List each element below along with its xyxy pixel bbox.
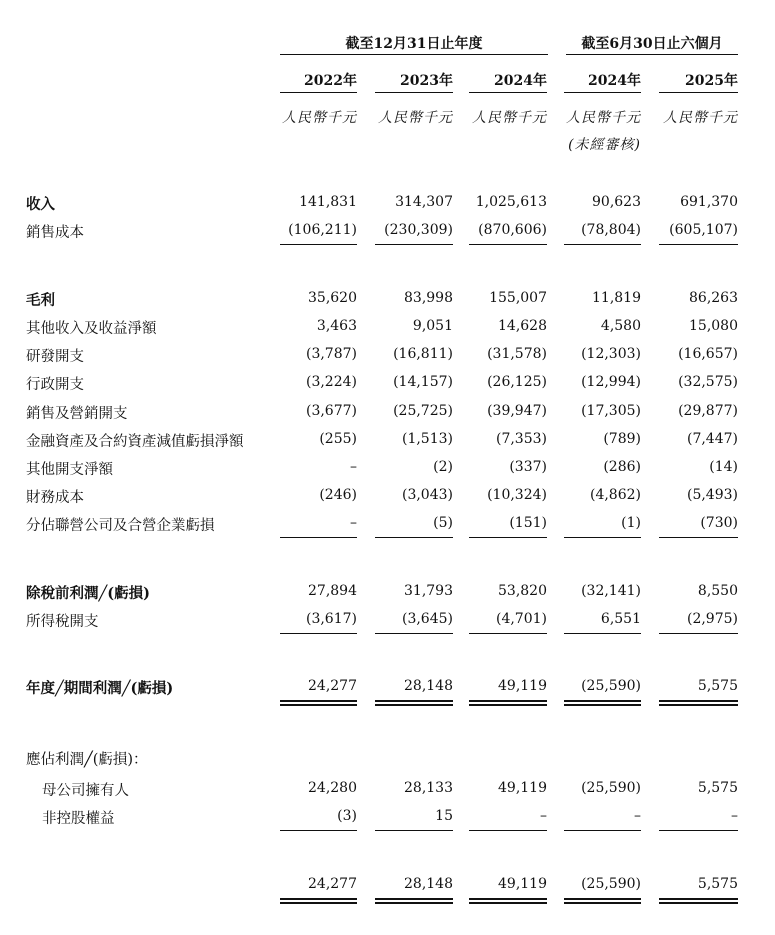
table-cell: (25,590) <box>581 780 641 796</box>
unit-label: 人民幣千元 <box>566 110 641 126</box>
table-cell: (25,590) <box>581 876 641 892</box>
total-double-rule <box>564 700 641 706</box>
table-cell: (14) <box>709 459 738 475</box>
table-cell: (14,157) <box>393 374 453 390</box>
year-header-rule <box>659 92 738 93</box>
subtotal-rule <box>659 537 738 538</box>
table-cell: 83,998 <box>404 290 453 306</box>
table-cell: 4,580 <box>600 318 641 334</box>
table-cell: (2,975) <box>686 611 738 627</box>
table-cell: 5,575 <box>697 780 738 796</box>
table-cell: 6,551 <box>600 611 641 627</box>
table-cell: 314,307 <box>395 194 453 210</box>
total-double-rule <box>469 700 547 706</box>
table-cell: (39,947) <box>487 403 547 419</box>
table-cell: (730) <box>700 515 738 531</box>
table-cell: (25,725) <box>393 403 453 419</box>
table-cell: 49,119 <box>498 678 547 694</box>
header-group-annual: 截至12月31日止年度 <box>345 36 483 52</box>
row-label: 收入 <box>26 196 55 213</box>
table-cell: (12,303) <box>581 346 641 362</box>
total-double-rule <box>280 700 357 706</box>
subtotal-rule <box>659 830 738 831</box>
subtotal-rule <box>469 633 547 634</box>
table-cell: (337) <box>509 459 547 475</box>
table-cell: (3,677) <box>305 403 357 419</box>
table-cell: (3,787) <box>305 346 357 362</box>
row-label: 行政開支 <box>26 377 84 393</box>
table-cell: 31,793 <box>404 583 453 599</box>
table-cell: 28,148 <box>404 678 453 694</box>
row-label: 財務成本 <box>26 490 84 506</box>
table-cell: (870,606) <box>478 222 547 238</box>
table-cell: (32,575) <box>678 374 738 390</box>
row-label: 其他開支淨額 <box>26 462 113 478</box>
row-label: 毛利 <box>26 292 55 309</box>
year-header: 2025年 <box>685 73 738 89</box>
table-cell: (16,657) <box>678 346 738 362</box>
table-cell: 90,623 <box>592 194 641 210</box>
table-cell: 5,575 <box>697 678 738 694</box>
table-cell: 14,628 <box>498 318 547 334</box>
table-cell: (106,211) <box>288 222 357 238</box>
table-cell: 24,280 <box>308 780 357 796</box>
table-cell: (1) <box>621 515 641 531</box>
row-label: 金融資產及合約資產減值虧損淨額 <box>26 434 244 450</box>
table-cell: 35,620 <box>308 290 357 306</box>
table-cell: (78,804) <box>581 222 641 238</box>
year-header: 2022年 <box>304 73 357 89</box>
subtotal-rule <box>375 244 453 245</box>
row-label: 所得稅開支 <box>26 614 99 630</box>
subtotal-rule <box>564 537 641 538</box>
header-group-interim: 截至6月30日止六個月 <box>581 36 723 52</box>
table-cell: 155,007 <box>489 290 547 306</box>
unit-label: 人民幣千元 <box>472 110 547 126</box>
row-label: 應佔利潤╱(虧損)： <box>26 752 148 768</box>
total-double-rule <box>659 898 738 904</box>
table-cell: 15,080 <box>689 318 738 334</box>
table-cell: (16,811) <box>393 346 453 362</box>
table-cell: 28,148 <box>404 876 453 892</box>
table-cell: 27,894 <box>308 583 357 599</box>
subtotal-rule <box>375 830 453 831</box>
table-cell: 141,831 <box>299 194 357 210</box>
row-label: 銷售及營銷開支 <box>26 406 128 422</box>
table-cell: (4,701) <box>495 611 547 627</box>
row-label: 其他收入及收益淨額 <box>26 321 157 337</box>
table-cell: 28,133 <box>404 780 453 796</box>
table-cell: (25,590) <box>581 678 641 694</box>
subtotal-rule <box>375 537 453 538</box>
table-cell: (3,645) <box>401 611 453 627</box>
table-cell: 24,277 <box>308 876 357 892</box>
year-header: 2023年 <box>400 73 453 89</box>
table-cell: – <box>731 808 738 824</box>
subtotal-rule <box>280 830 357 831</box>
table-cell: (3,043) <box>401 487 453 503</box>
row-label: 除稅前利潤╱(虧損) <box>26 585 150 602</box>
table-cell: (4,862) <box>589 487 641 503</box>
table-cell: (286) <box>603 459 641 475</box>
table-cell: (10,324) <box>487 487 547 503</box>
table-cell: (1,513) <box>401 431 453 447</box>
subtotal-rule <box>469 537 547 538</box>
table-cell: (255) <box>319 431 357 447</box>
table-cell: 11,819 <box>592 290 641 306</box>
row-label: 銷售成本 <box>26 225 84 241</box>
table-cell: (32,141) <box>581 583 641 599</box>
table-cell: (7,447) <box>686 431 738 447</box>
year-header: 2024年 <box>588 73 641 89</box>
row-label: 母公司擁有人 <box>42 783 129 799</box>
year-header-rule <box>375 92 453 93</box>
table-cell: 15 <box>435 808 453 824</box>
subtotal-rule <box>659 633 738 634</box>
unaudited-note: (未經審核) <box>568 137 641 153</box>
unit-label: 人民幣千元 <box>378 110 453 126</box>
unit-label: 人民幣千元 <box>282 110 357 126</box>
table-cell: (5,493) <box>686 487 738 503</box>
table-cell: (2) <box>433 459 453 475</box>
table-cell: (230,309) <box>384 222 453 238</box>
total-double-rule <box>564 898 641 904</box>
table-cell: 49,119 <box>498 876 547 892</box>
table-cell: (3,617) <box>305 611 357 627</box>
subtotal-rule <box>564 830 641 831</box>
table-cell: (3) <box>337 808 357 824</box>
subtotal-rule <box>280 633 357 634</box>
year-header-rule <box>564 92 641 93</box>
row-label: 研發開支 <box>26 349 84 365</box>
table-cell: (26,125) <box>487 374 547 390</box>
total-double-rule <box>375 898 453 904</box>
table-cell: (29,877) <box>678 403 738 419</box>
header-rule-interim <box>566 54 738 55</box>
table-cell: 5,575 <box>697 876 738 892</box>
table-cell: (12,994) <box>581 374 641 390</box>
table-cell: 9,051 <box>412 318 453 334</box>
table-cell: 691,370 <box>680 194 738 210</box>
table-cell: (789) <box>603 431 641 447</box>
total-double-rule <box>280 898 357 904</box>
table-cell: – <box>634 808 641 824</box>
table-cell: 24,277 <box>308 678 357 694</box>
table-cell: – <box>350 459 357 475</box>
subtotal-rule <box>469 244 547 245</box>
subtotal-rule <box>469 830 547 831</box>
table-cell: (605,107) <box>669 222 738 238</box>
year-header-rule <box>280 92 357 93</box>
table-cell: 8,550 <box>697 583 738 599</box>
table-cell: (7,353) <box>495 431 547 447</box>
row-label: 年度╱期間利潤╱(虧損) <box>26 680 174 697</box>
table-cell: (246) <box>319 487 357 503</box>
subtotal-rule <box>564 633 641 634</box>
subtotal-rule <box>659 244 738 245</box>
subtotal-rule <box>280 537 357 538</box>
subtotal-rule <box>375 633 453 634</box>
table-cell: (17,305) <box>581 403 641 419</box>
table-cell: 3,463 <box>316 318 357 334</box>
year-header-rule <box>469 92 547 93</box>
total-double-rule <box>659 700 738 706</box>
table-cell: (5) <box>433 515 453 531</box>
row-label: 分佔聯營公司及合營企業虧損 <box>26 518 215 534</box>
table-cell: – <box>350 515 357 531</box>
row-label: 非控股權益 <box>42 811 115 827</box>
table-cell: – <box>540 808 547 824</box>
table-cell: 49,119 <box>498 780 547 796</box>
header-rule-annual <box>280 54 548 55</box>
subtotal-rule <box>564 244 641 245</box>
subtotal-rule <box>280 244 357 245</box>
table-cell: (31,578) <box>487 346 547 362</box>
table-cell: 86,263 <box>689 290 738 306</box>
unit-label: 人民幣千元 <box>663 110 738 126</box>
total-double-rule <box>375 700 453 706</box>
table-cell: (3,224) <box>305 374 357 390</box>
table-cell: 1,025,613 <box>475 194 547 210</box>
table-cell: (151) <box>509 515 547 531</box>
table-cell: 53,820 <box>498 583 547 599</box>
total-double-rule <box>469 898 547 904</box>
year-header: 2024年 <box>494 73 547 89</box>
